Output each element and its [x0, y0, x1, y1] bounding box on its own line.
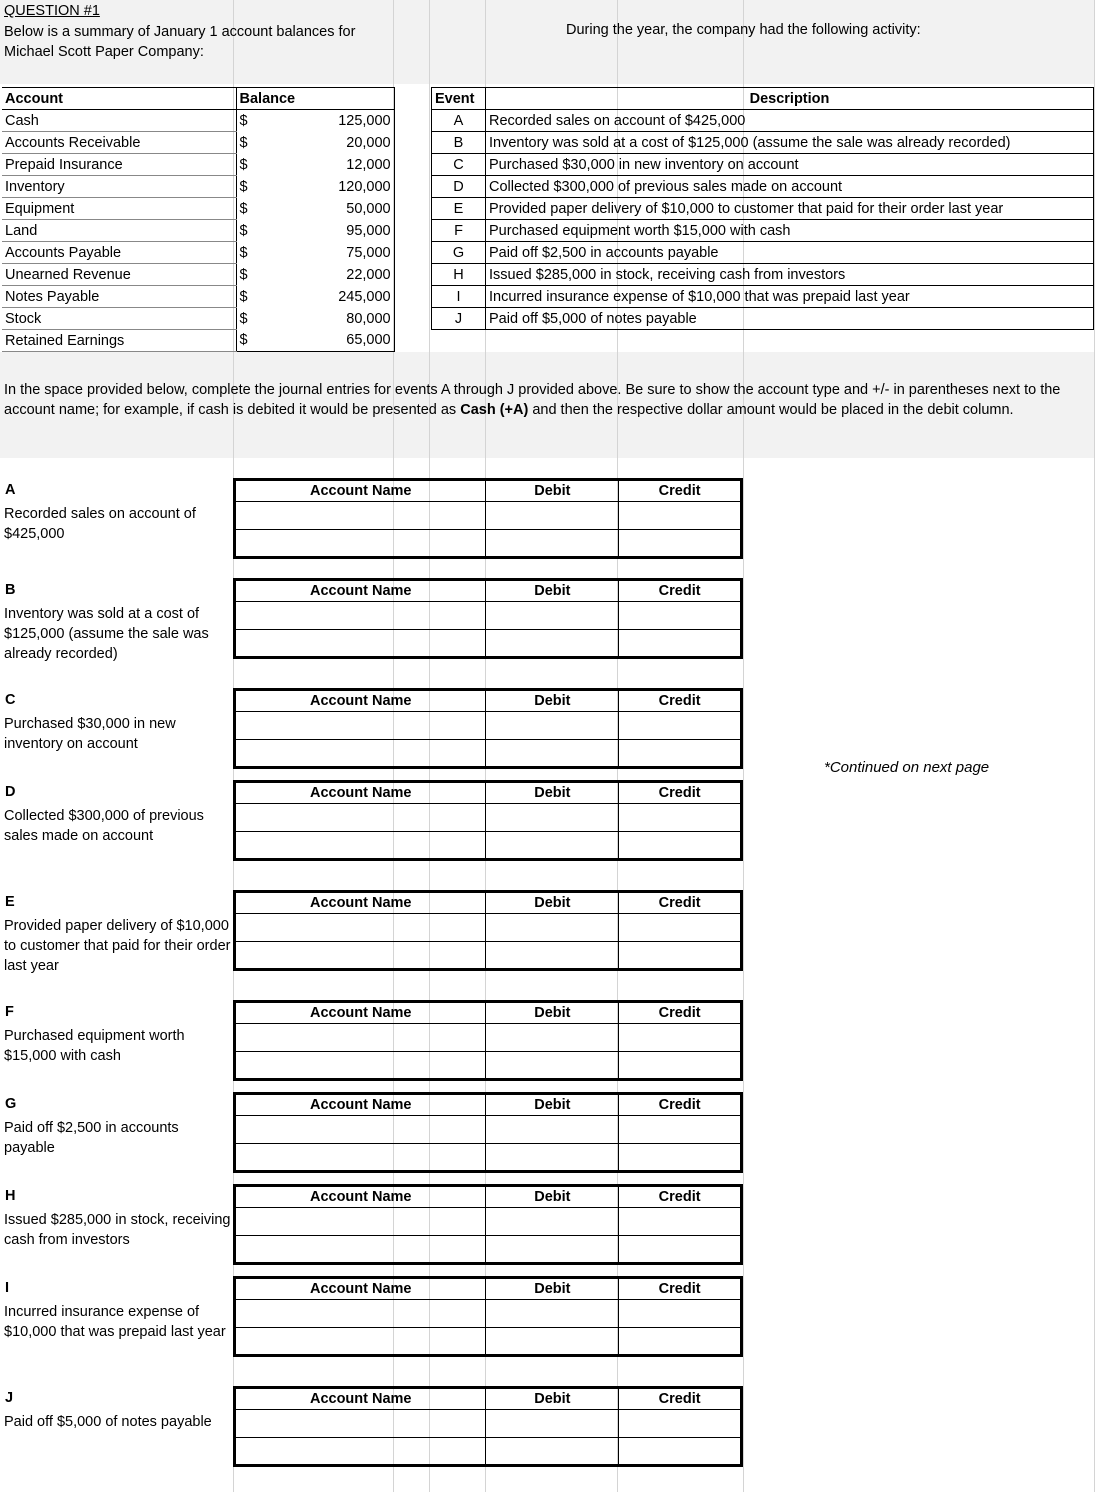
account-name-header: Account Name	[235, 480, 486, 502]
entry-code: H	[5, 1188, 16, 1204]
balance-row: Cash $ 125,000	[2, 110, 394, 132]
entry-code: C	[5, 692, 16, 708]
debit-cell[interactable]	[486, 1410, 619, 1438]
entry-description: Paid off $5,000 of notes payable	[4, 1414, 212, 1430]
credit-cell[interactable]	[619, 832, 742, 860]
account-name-cell[interactable]	[235, 1328, 486, 1356]
account-name-cell[interactable]	[235, 1208, 486, 1236]
debit-cell[interactable]	[486, 832, 619, 860]
activity-row: B Inventory was sold at a cost of $125,000 (assume the sale was already recorded)	[432, 132, 1094, 154]
credit-cell[interactable]	[619, 804, 742, 832]
credit-cell[interactable]	[619, 1024, 742, 1052]
activity-row: C Purchased $30,000 in new inventory on account	[432, 154, 1094, 176]
entry-code: G	[5, 1096, 17, 1112]
account-name-cell[interactable]	[235, 1052, 486, 1080]
journal-table	[233, 478, 743, 559]
credit-cell[interactable]	[619, 602, 742, 630]
credit-cell[interactable]	[619, 1052, 742, 1080]
entry-code: F	[5, 1004, 14, 1020]
debit-cell[interactable]	[486, 1328, 619, 1356]
debit-cell[interactable]	[486, 1236, 619, 1264]
instructions-text: In the space provided below, complete the journal entries for events A through J provided above. Be sure to show the account type and +/- in parentheses next to the account name; for example, if cash is debited it would be presented as Cash (+A) and then the respective dollar amount would be placed in the debit column.	[4, 382, 1061, 418]
activity-row: D Collected $300,000 of previous sales made on account	[432, 176, 1094, 198]
credit-cell[interactable]	[619, 1144, 742, 1172]
entry-code: B	[5, 582, 16, 598]
account-name-cell[interactable]	[235, 942, 486, 970]
balance-row: Accounts Receivable $ 20,000	[2, 132, 394, 154]
debit-cell[interactable]	[486, 1116, 619, 1144]
entry-description: Issued $285,000 in stock, receiving cash from investors	[4, 1212, 231, 1248]
credit-cell[interactable]	[619, 914, 742, 942]
col-balance-header: Balance	[236, 88, 298, 110]
debit-cell[interactable]	[486, 602, 619, 630]
debit-cell[interactable]	[486, 740, 619, 768]
entry-code: I	[5, 1280, 10, 1296]
credit-cell[interactable]	[619, 712, 742, 740]
activity-row: I Incurred insurance expense of $10,000 that was prepaid last year	[432, 286, 1094, 308]
debit-cell[interactable]	[486, 630, 619, 658]
entry-description: Provided paper delivery of $10,000 to customer that paid for their order last year	[4, 918, 231, 974]
credit-cell[interactable]	[619, 942, 742, 970]
account-name-cell[interactable]	[235, 602, 486, 630]
account-name-cell[interactable]	[235, 1300, 486, 1328]
balance-row: Equipment $ 50,000	[2, 198, 394, 220]
account-name-cell[interactable]	[235, 914, 486, 942]
activity-row: E Provided paper delivery of $10,000 to customer that paid for their order last year	[432, 198, 1094, 220]
debit-cell[interactable]	[486, 712, 619, 740]
activity-table	[431, 87, 1094, 330]
journal-table: Account Name Debit Credit	[233, 1092, 743, 1173]
journal-table: Account Name Debit Credit	[233, 780, 743, 861]
debit-header: Debit	[486, 480, 619, 502]
credit-cell[interactable]	[619, 1438, 742, 1466]
balance-row: Stock $ 80,000	[2, 308, 394, 330]
credit-cell[interactable]	[619, 1300, 742, 1328]
debit-cell[interactable]	[486, 1144, 619, 1172]
journal-table: Account Name Debit Credit	[233, 1386, 743, 1467]
credit-cell[interactable]	[619, 502, 742, 530]
balance-row: Unearned Revenue $ 22,000	[2, 264, 394, 286]
account-name-cell[interactable]	[235, 630, 486, 658]
entry-description: Paid off $2,500 in accounts payable	[4, 1120, 179, 1156]
journal-table: Account Name Debit Credit	[233, 1184, 743, 1265]
debit-cell[interactable]	[486, 1438, 619, 1466]
balance-row: Prepaid Insurance $ 12,000	[2, 154, 394, 176]
credit-cell[interactable]	[619, 1208, 742, 1236]
entry-code: E	[5, 894, 15, 910]
credit-cell[interactable]	[619, 1116, 742, 1144]
activity-row: F Purchased equipment worth $15,000 with cash	[432, 220, 1094, 242]
credit-header: Credit	[619, 480, 742, 502]
entry-description: Incurred insurance expense of $10,000 that was prepaid last year	[4, 1304, 226, 1340]
entry-description: Purchased equipment worth $15,000 with cash	[4, 1028, 185, 1064]
debit-cell[interactable]	[486, 1052, 619, 1080]
debit-cell[interactable]	[486, 804, 619, 832]
account-name-cell[interactable]	[235, 1236, 486, 1264]
entry-description: Recorded sales on account of $425,000	[4, 506, 196, 542]
debit-cell[interactable]	[486, 530, 619, 558]
entry-description: Collected $300,000 of previous sales made on account	[4, 808, 204, 844]
activity-heading: During the year, the company had the following activity:	[566, 22, 921, 38]
entry-code: A	[5, 482, 16, 498]
activity-row: G Paid off $2,500 in accounts payable	[432, 242, 1094, 264]
activity-row: H Issued $285,000 in stock, receiving cash from investors	[432, 264, 1094, 286]
balance-row: Retained Earnings $ 65,000	[2, 330, 394, 352]
debit-cell[interactable]	[486, 502, 619, 530]
debit-cell[interactable]	[486, 1300, 619, 1328]
col-event-header: Event	[432, 88, 486, 110]
credit-cell[interactable]	[619, 1410, 742, 1438]
account-name-cell[interactable]	[235, 712, 486, 740]
entry-code: J	[5, 1390, 14, 1406]
continued-note: *Continued on next page	[824, 759, 990, 776]
balance-row: Land $ 95,000	[2, 220, 394, 242]
credit-cell[interactable]	[619, 630, 742, 658]
balances-table	[2, 87, 395, 352]
balance-row: Accounts Payable $ 75,000	[2, 242, 394, 264]
question-title: QUESTION #1	[4, 3, 100, 19]
intro-text: Below is a summary of January 1 account balances for Michael Scott Paper Company:	[4, 24, 356, 60]
journal-table: Account Name Debit Credit	[233, 1276, 743, 1357]
credit-cell[interactable]	[619, 1328, 742, 1356]
account-name-cell[interactable]	[235, 1438, 486, 1466]
credit-cell[interactable]	[619, 530, 742, 558]
debit-cell[interactable]	[486, 1024, 619, 1052]
balances-header-row	[2, 88, 394, 110]
journal-table: Account Name Debit Credit	[233, 578, 743, 659]
account-name-cell[interactable]	[235, 1024, 486, 1052]
account-name-cell[interactable]	[235, 832, 486, 860]
account-name-cell[interactable]	[235, 1410, 486, 1438]
journal-table: Account Name Debit Credit	[233, 890, 743, 971]
col-account-header: Account	[2, 88, 236, 110]
journal-table: Account Name Debit Credit	[233, 1000, 743, 1081]
account-name-cell[interactable]	[235, 1144, 486, 1172]
col-description-header: Description	[486, 88, 1094, 110]
debit-cell[interactable]	[486, 942, 619, 970]
activity-header-row	[432, 88, 1094, 110]
entry-description: Purchased $30,000 in new inventory on account	[4, 716, 176, 752]
account-name-cell[interactable]	[235, 740, 486, 768]
account-name-cell[interactable]	[235, 502, 486, 530]
journal-table: Account Name Debit Credit	[233, 688, 743, 769]
entry-code: D	[5, 784, 16, 800]
account-name-cell[interactable]	[235, 530, 486, 558]
balance-row: Notes Payable $ 245,000	[2, 286, 394, 308]
activity-row: A Recorded sales on account of $425,000	[432, 110, 1094, 132]
account-name-cell[interactable]	[235, 1116, 486, 1144]
account-name-cell[interactable]	[235, 804, 486, 832]
balance-row: Inventory $ 120,000	[2, 176, 394, 198]
activity-row: J Paid off $5,000 of notes payable	[432, 308, 1094, 330]
entry-description: Inventory was sold at a cost of $125,000 (assume the sale was already recorded)	[4, 606, 209, 662]
debit-cell[interactable]	[486, 1208, 619, 1236]
debit-cell[interactable]	[486, 914, 619, 942]
example-account: Cash (+A)	[460, 402, 529, 418]
credit-cell[interactable]	[619, 740, 742, 768]
credit-cell[interactable]	[619, 1236, 742, 1264]
